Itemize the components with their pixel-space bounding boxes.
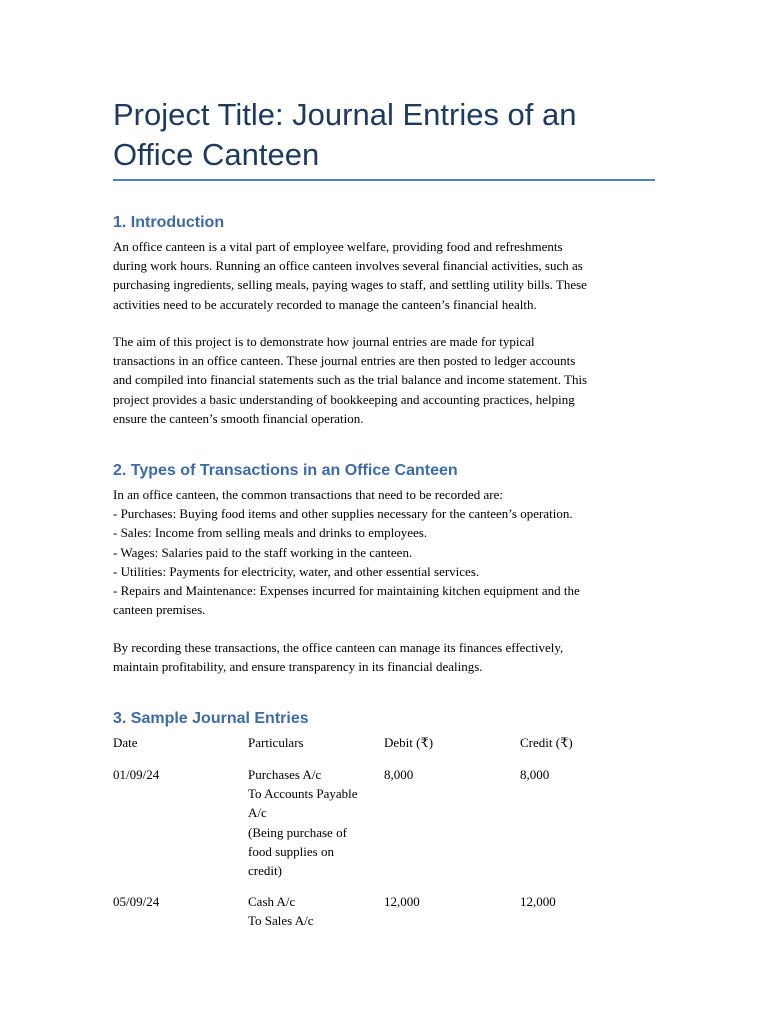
table-header-particulars: Particulars (248, 735, 304, 750)
entry-particulars (248, 892, 373, 930)
section-heading-introduction: 1. Introduction (113, 214, 225, 231)
text-line: In an office canteen, the common transactions that need to be recorded are: (113, 487, 503, 502)
transaction-types-conclusion (113, 638, 655, 676)
text-line: transactions in an office canteen. These journal entries are then posted to ledger accounts (113, 353, 576, 369)
title-line: Office Canteen (113, 137, 320, 172)
list-item: - Utilities: Payments for electricity, water, and other essential services. (113, 563, 480, 579)
title-underline (113, 179, 655, 181)
intro-paragraph-1 (113, 237, 655, 314)
text-line: By recording these transactions, the office canteen can manage its finances effectively, (113, 640, 564, 655)
particulars-line: A/c (248, 805, 267, 821)
transaction-types-list (113, 485, 655, 619)
particulars-line: To Accounts Payable (248, 786, 358, 802)
entry-debit: 8,000 (384, 767, 414, 782)
text-line: and compiled into financial statements such as the trial balance and income statement. This (113, 372, 588, 388)
section-heading-transaction-types: 2. Types of Transactions in an Office Canteen (113, 462, 458, 479)
particulars-line: Purchases A/c (248, 767, 322, 782)
particulars-line: To Sales A/c (248, 913, 314, 929)
list-item: canteen premises. (113, 602, 206, 618)
section-heading-journal-entries: 3. Sample Journal Entries (113, 710, 309, 727)
text-line: ensure the canteen’s smooth financial operation. (113, 410, 364, 426)
particulars-line: food supplies on (248, 843, 334, 859)
document-title (113, 95, 655, 175)
particulars-line: credit) (248, 863, 282, 879)
table-header-date: Date (113, 735, 138, 750)
text-line: purchasing ingredients, selling meals, paying wages to staff, and settling utility bills. These (113, 277, 587, 293)
entry-credit: 12,000 (520, 894, 556, 909)
text-line: during work hours. Running an office canteen involves several financial activities, such as (113, 258, 583, 274)
particulars-line: Cash A/c (248, 894, 296, 909)
text-line: The aim of this project is to demonstrate how journal entries are made for typical (113, 334, 535, 349)
entry-debit: 12,000 (384, 894, 420, 909)
entry-date: 05/09/24 (113, 894, 160, 909)
list-item: - Sales: Income from selling meals and drinks to employees. (113, 525, 428, 541)
particulars-line: (Being purchase of (248, 824, 347, 840)
table-header-debit: Debit (₹) (384, 735, 434, 750)
list-item: - Repairs and Maintenance: Expenses incurred for maintaining kitchen equipment and the (113, 583, 580, 599)
text-line: project provides a basic understanding of bookkeeping and accounting practices, helping (113, 391, 575, 407)
text-line: activities need to be accurately recorded to manage the canteen’s financial health. (113, 296, 537, 312)
list-item: - Purchases: Buying food items and other supplies necessary for the canteen’s operation. (113, 506, 573, 522)
list-item: - Wages: Salaries paid to the staff working in the canteen. (113, 544, 413, 560)
table-header-credit: Credit (₹) (520, 735, 573, 750)
entry-credit: 8,000 (520, 767, 550, 782)
entry-date: 01/09/24 (113, 767, 160, 782)
intro-paragraph-2 (113, 332, 655, 428)
text-line: maintain profitability, and ensure transparency in its financial dealings. (113, 659, 483, 675)
entry-particulars (248, 765, 373, 880)
text-line: An office canteen is a vital part of employee welfare, providing food and refreshments (113, 239, 563, 254)
title-line: Project Title: Journal Entries of an (113, 97, 577, 132)
